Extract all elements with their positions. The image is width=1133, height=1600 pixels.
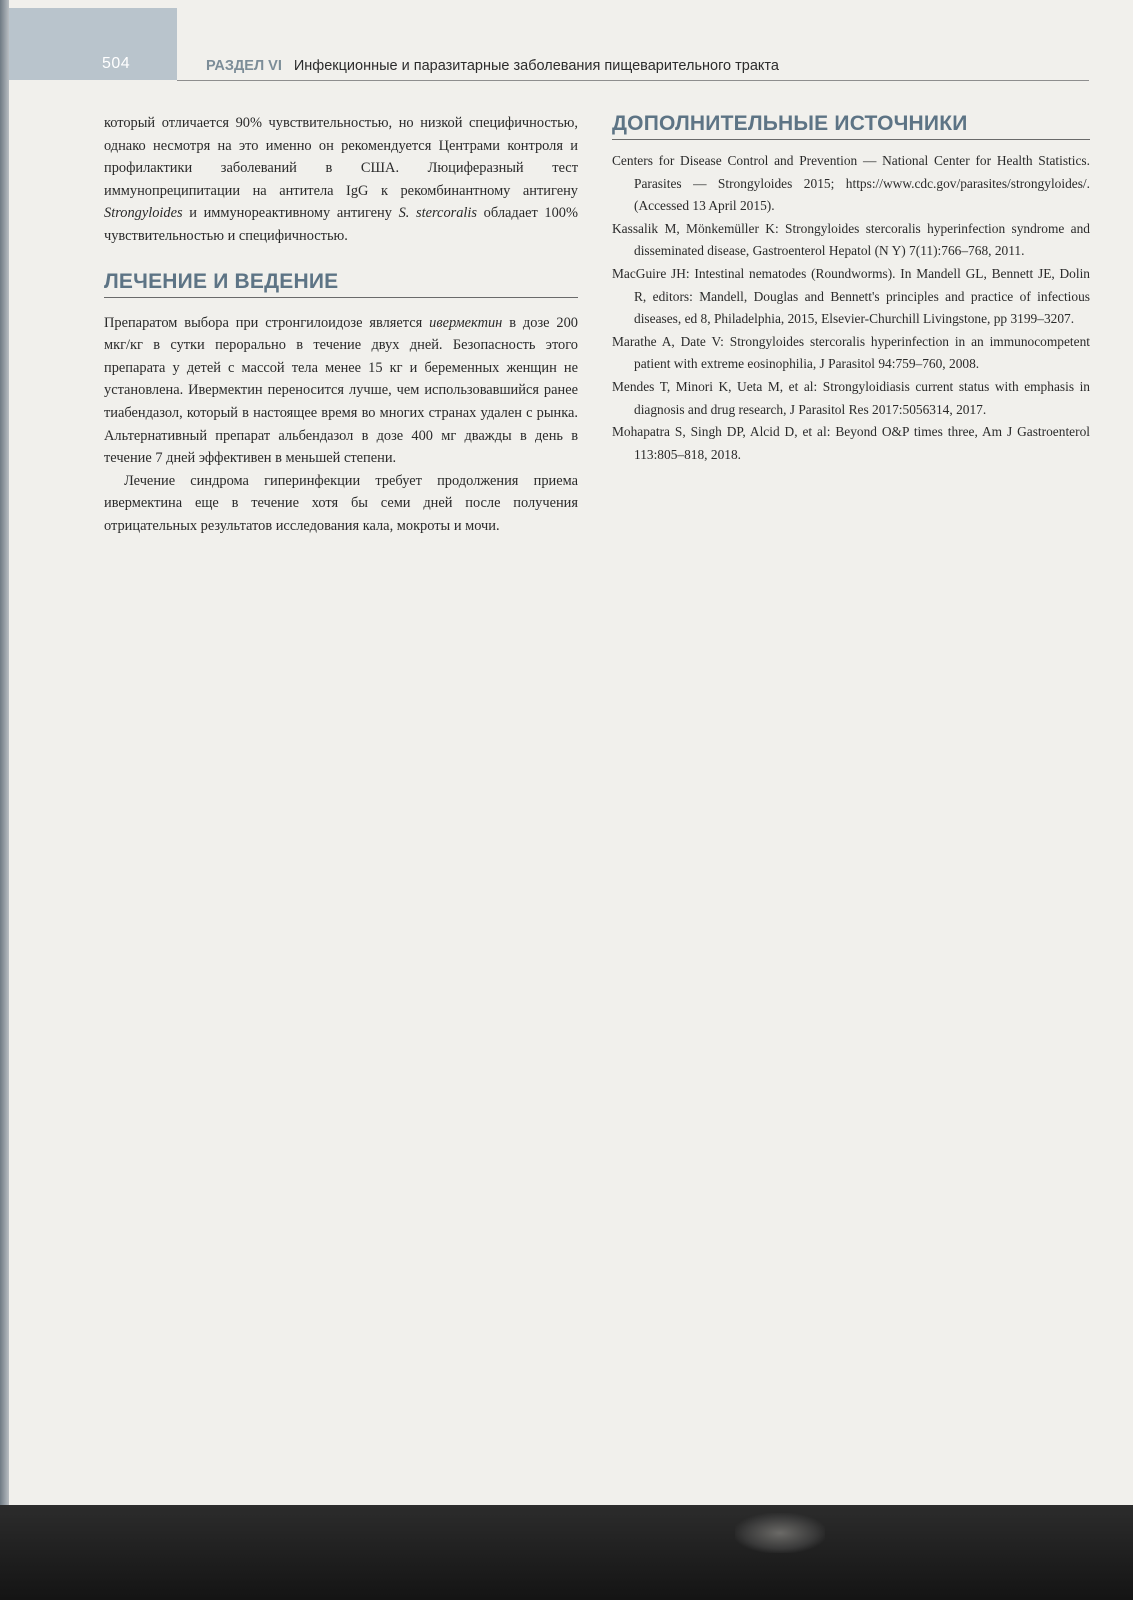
italic-term: S. stercoralis (398, 205, 478, 222)
text-run: который отличается 90% чувствительностью, но низкой специфичностью, однако несмотря на это именно он рекомендуется Центрами контроля и профилактики заболеваний в США. Люциферазный тест иммунопреципитации на антитела IgG к рекомбинантному антигену (104, 115, 578, 199)
reference-list (612, 150, 1090, 466)
section-label: РАЗДЕЛ VI (206, 58, 282, 74)
treatment-paragraph-2: Лечение синдрома гиперинфекции требует продолжения приема ивермектина еще в течение хотя бы семи дней после получения отрицательных результатов исследования кала, мокроты и мочи. (104, 472, 578, 534)
right-column (612, 112, 1090, 466)
reference-item: Marathe A, Date V: Strongyloides stercoralis hyperinfection in an immunocompetent patient with extreme eosinophilia, J Parasitol 94:759–760, 2008. (612, 333, 1090, 372)
italic-term: Strongyloides (104, 205, 183, 222)
italic-term: ивермектин (429, 314, 503, 331)
text-run: Препаратом выбора при стронгилоидозе является (104, 314, 430, 331)
text-run: в дозе 200 мкг/кг в сутки перорально в течение двух дней. Безопасность этого препарата у детей с массой тела менее 15 кг и беременных женщин не установлена. Ивермектин переносится лучше, чем использовавшийся ранее тиабендазол, который в настоящее время во многих странах удален с рынка. Альтернативный препарат альбендазол в дозе 400 мг дважды в день в течение 7 дней эффективен в меньшей степени. (104, 314, 578, 467)
reference-item: Centers for Disease Control and Prevention — National Center for Health Statistics. Parasites — Strongyloides 2015; https://www.cdc.gov/parasites/strongyloides/. (Accessed 13 April 2015). (612, 153, 1090, 214)
reference-item: MacGuire JH: Intestinal nematodes (Roundworms). In Mandell GL, Bennett JE, Dolin R, editors: Mandell, Douglas and Bennett's principles and practice of infectious diseases, ed 8, Philadelphia, 2015, Elsevier-Churchill Livingstone, pp 3199–3207. (612, 265, 1090, 327)
intro-paragraph (104, 112, 578, 248)
text-run: и иммунореактивному антигену (182, 205, 399, 222)
treatment-heading: ЛЕЧЕНИЕ И ВЕДЕНИЕ (104, 270, 578, 298)
scan-smudge (735, 1513, 825, 1553)
scan-bottom-edge (0, 1505, 1133, 1600)
reference-item: Mendes T, Minori K, Ueta M, et al: Strongyloidiasis current status with emphasis in diagnosis and drug research, J Parasitol Res 2017:5056314, 2017. (612, 378, 1090, 417)
page-number: 504 (102, 55, 131, 72)
book-spine-edge (0, 0, 9, 1505)
reference-item: Mohapatra S, Singh DP, Alcid D, et al: Beyond O&P times three, Am J Gastroenterol 113:805–818, 2018. (612, 424, 1090, 462)
section-title: Инфекционные и паразитарные заболевания пищеварительного тракта (293, 58, 779, 74)
reference-item: Kassalik M, Mönkemüller K: Strongyloides stercoralis hyperinfection syndrome and disseminated disease, Gastroenterol Hepatol (N Y) 7(11):766–768, 2011. (612, 220, 1090, 259)
treatment-paragraph-1 (104, 312, 578, 470)
text-run: обладает 100% чувствительностью и специфичностью. (104, 205, 578, 244)
running-header (206, 58, 779, 74)
page-number-tab (9, 8, 177, 80)
header-rule (177, 80, 1089, 81)
left-column (104, 112, 578, 538)
references-heading: ДОПОЛНИТЕЛЬНЫЕ ИСТОЧНИКИ (612, 112, 1090, 140)
